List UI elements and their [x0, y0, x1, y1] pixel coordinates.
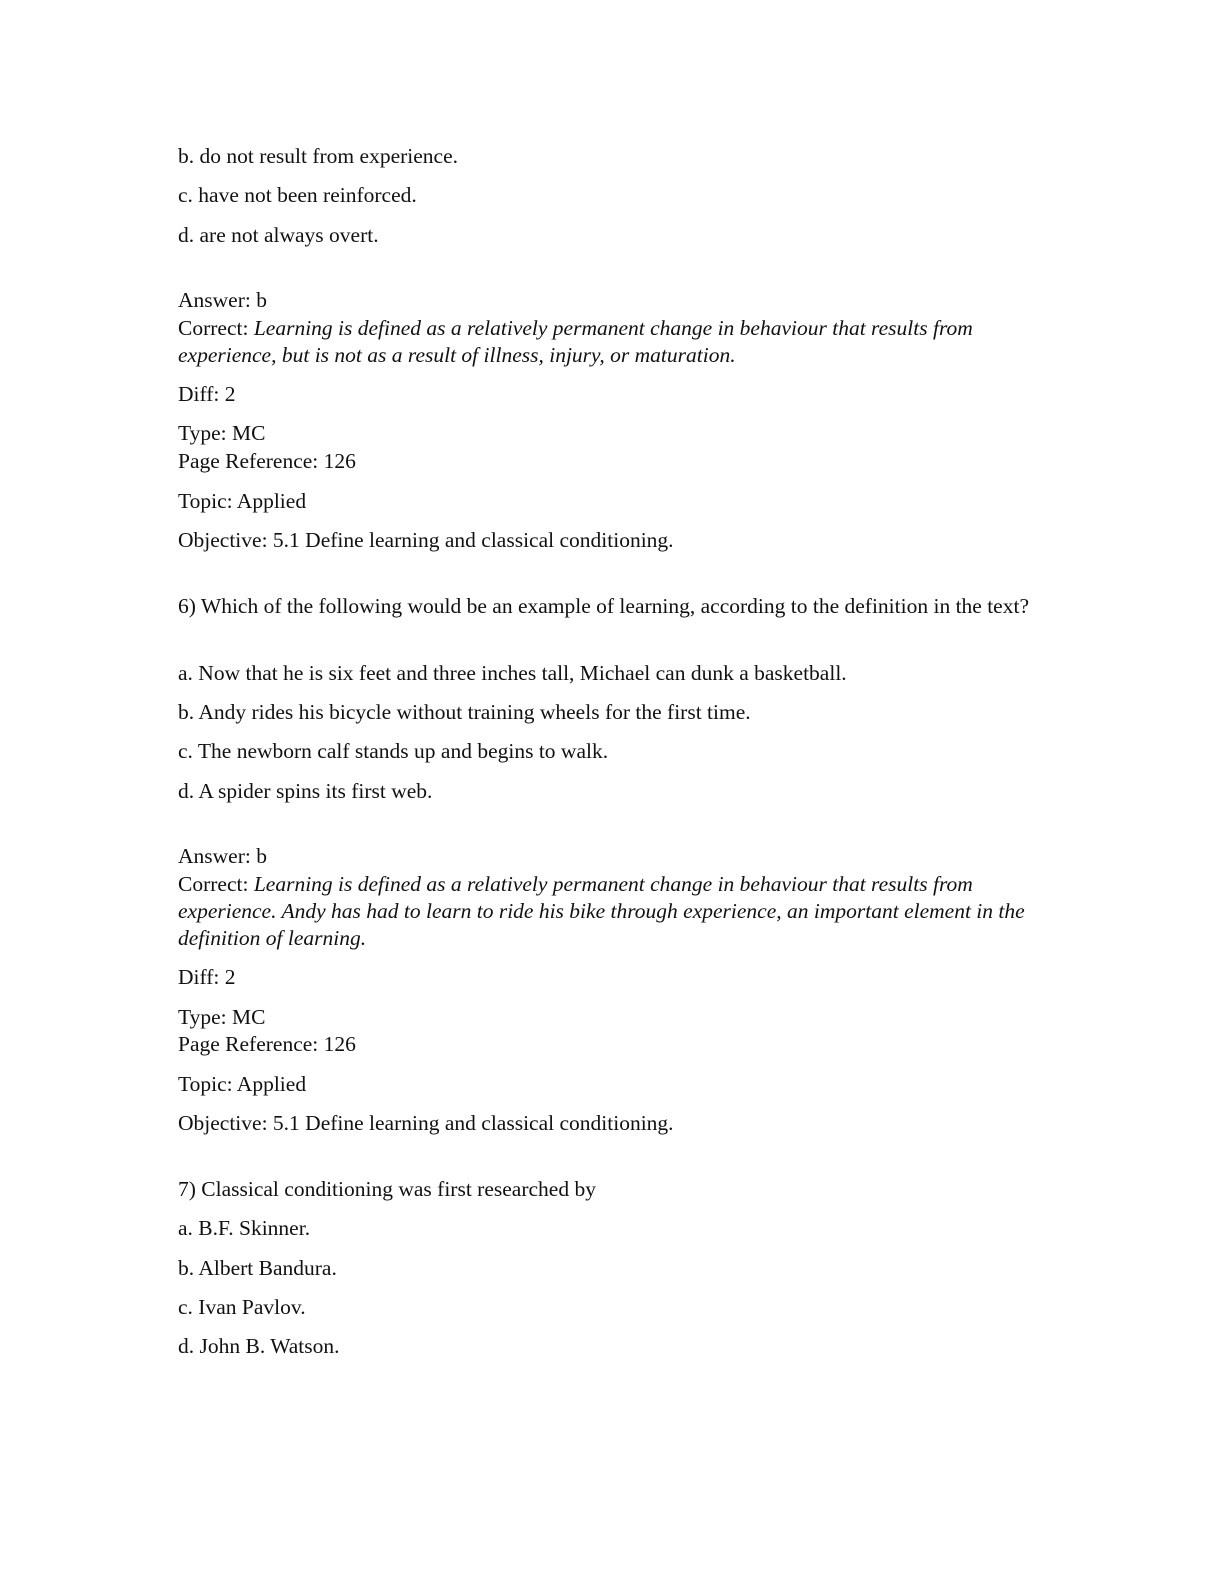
q7-stem: 7) Classical conditioning was first researched by [178, 1177, 596, 1201]
q7-option-c: c. Ivan Pavlov. [178, 1295, 306, 1319]
q6-option-b: b. Andy rides his bicycle without training wheels for the first time. [178, 700, 751, 724]
q5-diff: Diff: 2 [178, 382, 236, 406]
q6-option-a: a. Now that he is six feet and three inches tall, Michael can dunk a basketball. [178, 661, 847, 685]
q6-stem: 6) Which of the following would be an example of learning, according to the definition in the text? [178, 594, 1029, 618]
q5-topic: Topic: Applied [178, 489, 307, 513]
q7-option-a: a. B.F. Skinner. [178, 1216, 311, 1240]
q6-page-reference: Page Reference: 126 [178, 1032, 356, 1056]
q5-answer: Answer: b [178, 288, 267, 312]
q7-option-d: d. John B. Watson. [178, 1334, 340, 1358]
q5-correct [178, 315, 1038, 369]
q5-type: Type: MC [178, 421, 266, 445]
q6-correct-text: Learning is defined as a relatively permanent change in behaviour that results from experience. Andy has had to learn to ride his bike through experience, an important element in the definition of learning. [178, 872, 1025, 950]
q5-page-reference: Page Reference: 126 [178, 449, 356, 473]
q6-type: Type: MC [178, 1005, 266, 1029]
q6-option-d: d. A spider spins its first web. [178, 779, 433, 803]
q6-diff: Diff: 2 [178, 965, 236, 989]
q6-answer: Answer: b [178, 844, 267, 868]
q6-correct-label: Correct: [178, 872, 254, 896]
q5-correct-text: Learning is defined as a relatively permanent change in behaviour that results from experience, but is not as a result of illness, injury, or maturation. [178, 316, 973, 367]
q5-correct-label: Correct: [178, 316, 254, 340]
q5-option-b: b. do not result from experience. [178, 144, 459, 168]
q7-option-b: b. Albert Bandura. [178, 1256, 337, 1280]
q6-correct [178, 871, 1038, 952]
q5-option-c: c. have not been reinforced. [178, 183, 417, 207]
q6-topic: Topic: Applied [178, 1072, 307, 1096]
q6-objective: Objective: 5.1 Define learning and classical conditioning. [178, 1111, 674, 1135]
q5-option-d: d. are not always overt. [178, 223, 379, 247]
q5-objective: Objective: 5.1 Define learning and classical conditioning. [178, 528, 674, 552]
q6-option-c: c. The newborn calf stands up and begins to walk. [178, 739, 609, 763]
